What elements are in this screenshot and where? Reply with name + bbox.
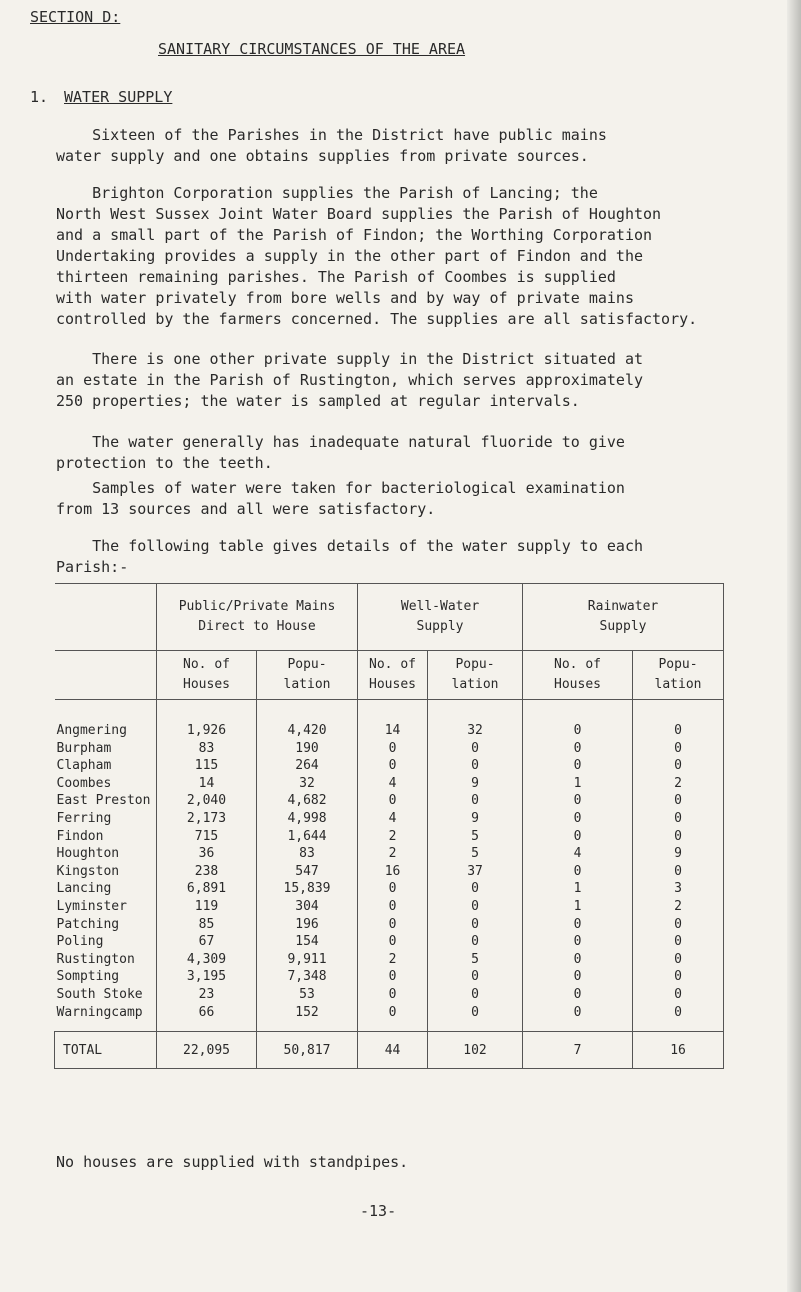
table-cell: 2: [633, 775, 724, 793]
table-cell: 16: [358, 863, 428, 881]
table-cell: 32: [257, 775, 358, 793]
table-cell: 0: [428, 740, 523, 758]
table-cell: 0: [633, 792, 724, 810]
parish-name: South Stoke: [56, 986, 143, 1002]
table-cell: 36: [157, 845, 257, 863]
table-cell: 0: [358, 880, 428, 898]
table-cell: 4,682: [257, 792, 358, 810]
table-cell: 0: [358, 792, 428, 810]
parish-name: Findon: [56, 828, 104, 844]
table-cell: 238: [157, 863, 257, 881]
group-header-mains: Public/Private Mains Direct to House: [157, 584, 358, 651]
parish-name: Poling: [56, 934, 104, 950]
table-cell: 0: [428, 898, 523, 916]
paragraph-2: Brighton Corporation supplies the Parish of Lancing; the North West Sussex Joint Water Board supplies the Parish of Houghton and a small part of the Parish of Findon; the Worthing Corporation Undertaking provides a supply in the other part of Findon and the thirteen remaining parishes. The Parish of Coombes is supplied with water privately from bore wells and by way of private mains controlled by the farmers concerned. The supplies are all satisfactory.: [56, 184, 698, 328]
table-cell: 0: [358, 986, 428, 1004]
parish-name: Patching: [56, 916, 120, 932]
table-cell: 0: [428, 880, 523, 898]
table-cell: 304: [257, 898, 358, 916]
table-cell: 2,173: [157, 810, 257, 828]
table-cell: 2: [633, 898, 724, 916]
paragraph-1: Sixteen of the Parishes in the District have public mains water supply and one obtains supplies from private sources.: [56, 126, 607, 165]
table-cell: 0: [358, 916, 428, 934]
group-header-well: Well-Water Supply: [358, 584, 523, 651]
table-cell: 0: [633, 916, 724, 934]
table-cell: 2: [358, 951, 428, 969]
parish-name: Houghton: [56, 846, 120, 862]
total-label: TOTAL: [55, 1032, 157, 1069]
table-cell: 15,839: [257, 880, 358, 898]
table-row: [55, 986, 724, 1004]
table-body: [55, 722, 724, 1021]
table-cell: 66: [157, 1004, 257, 1022]
table-cell: 1: [523, 880, 633, 898]
table-cell: 0: [523, 968, 633, 986]
table-cell: 0: [428, 933, 523, 951]
table-row: [55, 898, 724, 916]
table-cell: 547: [257, 863, 358, 881]
table-cell: 1: [523, 775, 633, 793]
table-cell: 0: [523, 951, 633, 969]
table-cell: 0: [358, 898, 428, 916]
parish-name: Clapham: [56, 758, 112, 774]
table-cell: 1,644: [257, 828, 358, 846]
total-cell: 50,817: [257, 1032, 358, 1069]
table-cell: 196: [257, 916, 358, 934]
table-cell: 2: [358, 845, 428, 863]
section-heading: SANITARY CIRCUMSTANCES OF THE AREA: [158, 40, 466, 58]
table-cell: 0: [523, 1004, 633, 1022]
table-cell: 6,891: [157, 880, 257, 898]
sub-header: Popu- lation: [633, 651, 724, 700]
table-cell: 83: [257, 845, 358, 863]
table-row: [55, 845, 724, 863]
table-cell: 0: [523, 757, 633, 775]
table-cell: 0: [523, 810, 633, 828]
table-cell: 1: [523, 898, 633, 916]
page-edge-shadow: [787, 0, 801, 1292]
sub-header: No. of Houses: [523, 651, 633, 700]
parish-name: Lyminster: [56, 898, 127, 914]
table-cell: 715: [157, 828, 257, 846]
table-cell: 14: [358, 722, 428, 740]
table-cell: 9: [428, 810, 523, 828]
table-cell: 5: [428, 951, 523, 969]
table-row: [55, 810, 724, 828]
table-cell: 0: [358, 1004, 428, 1022]
table-cell: 4: [523, 845, 633, 863]
table-cell: 0: [358, 757, 428, 775]
table-cell: 152: [257, 1004, 358, 1022]
table-cell: 0: [633, 757, 724, 775]
table-cell: 264: [257, 757, 358, 775]
subheading-number: 1.: [30, 88, 49, 106]
page-number: -13-: [360, 1202, 397, 1220]
table-cell: 7,348: [257, 968, 358, 986]
table-cell: 0: [523, 863, 633, 881]
table-row: [55, 880, 724, 898]
table-cell: 9: [428, 775, 523, 793]
table-row: [55, 968, 724, 986]
paragraph-5: Samples of water were taken for bacteriological examination from 13 sources and all were satisfactory.: [56, 479, 625, 518]
table-cell: 37: [428, 863, 523, 881]
sub-header: Popu- lation: [257, 651, 358, 700]
table-row: [55, 740, 724, 758]
sub-header: Popu- lation: [428, 651, 523, 700]
table-cell: 23: [157, 986, 257, 1004]
table-cell: 0: [523, 792, 633, 810]
table-cell: 0: [523, 916, 633, 934]
table-cell: 0: [523, 986, 633, 1004]
table-cell: 85: [157, 916, 257, 934]
table-row: [55, 775, 724, 793]
table-cell: 32: [428, 722, 523, 740]
parish-name: Warningcamp: [56, 1004, 143, 1020]
total-row: [55, 1032, 724, 1069]
table-cell: 2,040: [157, 792, 257, 810]
parish-name: Kingston: [56, 863, 120, 879]
table-row: [55, 792, 724, 810]
table-cell: 0: [428, 1004, 523, 1022]
table-cell: 0: [523, 828, 633, 846]
table-cell: 3,195: [157, 968, 257, 986]
table-cell: 5: [428, 845, 523, 863]
table-cell: 119: [157, 898, 257, 916]
table-cell: 190: [257, 740, 358, 758]
table-cell: 4,309: [157, 951, 257, 969]
table-cell: 0: [633, 1004, 724, 1022]
sub-header: No. of Houses: [358, 651, 428, 700]
table-cell: 5: [428, 828, 523, 846]
table-cell: 0: [633, 951, 724, 969]
table-cell: 0: [428, 986, 523, 1004]
total-cell: 7: [523, 1032, 633, 1069]
table-cell: 0: [358, 933, 428, 951]
section-label: SECTION D:: [30, 8, 121, 26]
table-row: [55, 916, 724, 934]
table-cell: 0: [358, 740, 428, 758]
total-cell: 22,095: [157, 1032, 257, 1069]
parish-name: Burpham: [56, 740, 112, 756]
table-row: [55, 722, 724, 740]
table-row: [55, 828, 724, 846]
table-cell: 4,420: [257, 722, 358, 740]
table-cell: 9,911: [257, 951, 358, 969]
total-cell: 44: [358, 1032, 428, 1069]
table-cell: 2: [358, 828, 428, 846]
table-cell: 0: [358, 968, 428, 986]
table-row: [55, 933, 724, 951]
table-row: [55, 1004, 724, 1022]
table-cell: 53: [257, 986, 358, 1004]
total-cell: 16: [633, 1032, 724, 1069]
water-supply-table: [54, 583, 724, 1069]
table-cell: 115: [157, 757, 257, 775]
table-cell: 14: [157, 775, 257, 793]
footnote: No houses are supplied with standpipes.: [56, 1153, 409, 1171]
parish-name: Sompting: [56, 969, 120, 985]
table-cell: 0: [633, 863, 724, 881]
subheading: WATER SUPPLY: [64, 88, 173, 106]
table-row: [55, 863, 724, 881]
header-blank: [55, 584, 157, 651]
table-cell: 0: [428, 757, 523, 775]
table-cell: 0: [428, 968, 523, 986]
paragraph-4: The water generally has inadequate natural fluoride to give protection to the teeth.: [56, 433, 625, 472]
parish-name: Ferring: [56, 810, 112, 826]
table-cell: 0: [633, 722, 724, 740]
group-header-rain: Rainwater Supply: [523, 584, 724, 651]
sub-header: No. of Houses: [157, 651, 257, 700]
table-cell: 4: [358, 775, 428, 793]
total-cell: 102: [428, 1032, 523, 1069]
paragraph-3: There is one other private supply in the District situated at an estate in the Parish of Rustington, which serves approximately 250 properties; the water is sampled at regular intervals.: [56, 350, 643, 410]
table-cell: 0: [633, 810, 724, 828]
table-cell: 0: [523, 722, 633, 740]
table-cell: 0: [633, 740, 724, 758]
parish-name: East Preston: [56, 793, 151, 809]
table-cell: 9: [633, 845, 724, 863]
table-row: [55, 757, 724, 775]
header-blank: [55, 651, 157, 700]
parish-name: Coombes: [56, 775, 112, 791]
paragraph-6: The following table gives details of the water supply to each Parish:-: [56, 537, 643, 576]
table-cell: 1,926: [157, 722, 257, 740]
table-cell: 0: [523, 740, 633, 758]
table-cell: 0: [633, 968, 724, 986]
table-cell: 4: [358, 810, 428, 828]
table-cell: 0: [428, 916, 523, 934]
table-cell: 67: [157, 933, 257, 951]
table-cell: 4,998: [257, 810, 358, 828]
parish-name: Rustington: [56, 951, 135, 967]
table-cell: 0: [633, 828, 724, 846]
table-cell: 0: [523, 933, 633, 951]
table-row: [55, 951, 724, 969]
table-cell: 154: [257, 933, 358, 951]
parish-name: Angmering: [56, 723, 127, 738]
table-cell: 3: [633, 880, 724, 898]
table-cell: 83: [157, 740, 257, 758]
table-cell: 0: [633, 933, 724, 951]
parish-name: Lancing: [56, 881, 112, 897]
table-cell: 0: [428, 792, 523, 810]
table-cell: 0: [633, 986, 724, 1004]
